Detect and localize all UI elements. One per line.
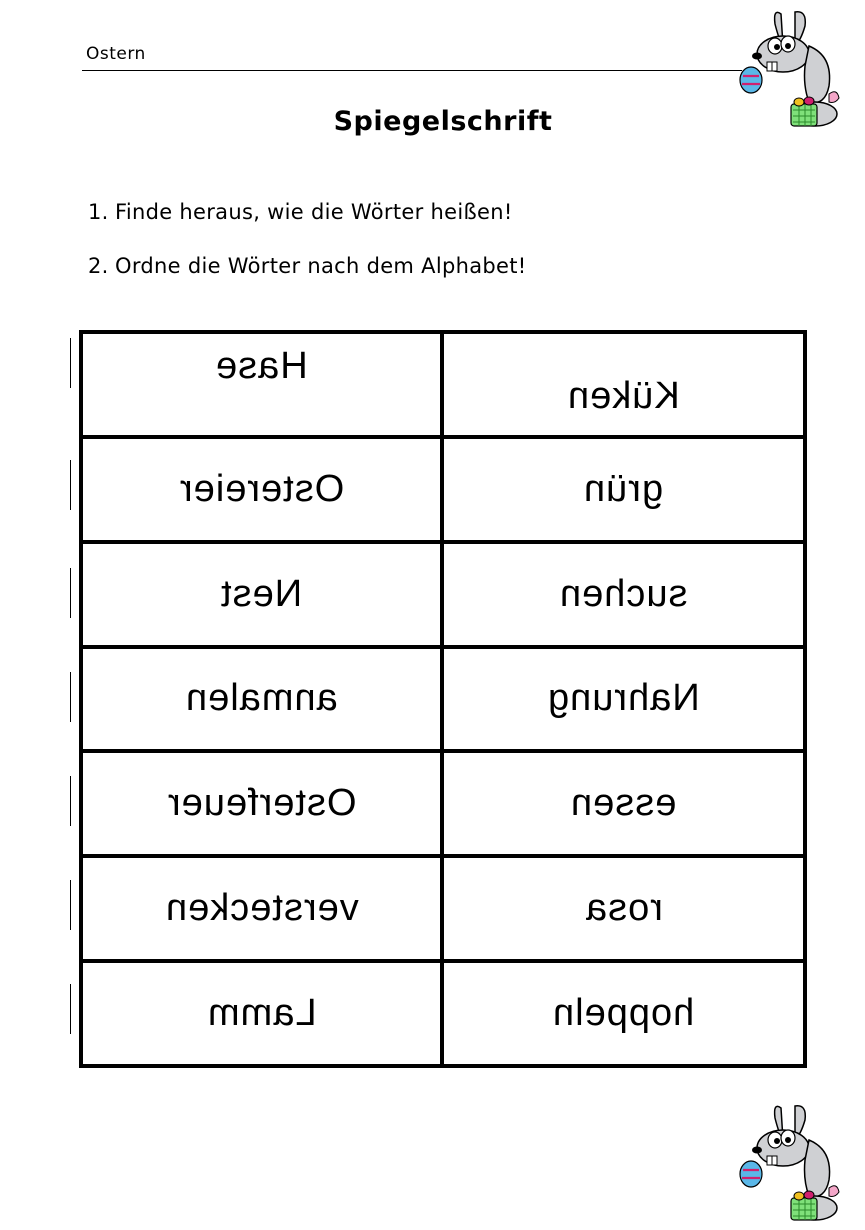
grid-row — [81, 647, 805, 752]
word-card — [442, 856, 805, 961]
grid-row — [81, 961, 805, 1066]
cut-mark — [70, 338, 71, 388]
task-number: 1. — [88, 200, 109, 224]
header-subject: Ostern — [86, 44, 146, 64]
word-card — [442, 751, 805, 856]
mirror-word-grid — [79, 330, 807, 1068]
worksheet-title: Spiegelschrift — [333, 106, 553, 137]
word-card — [81, 332, 442, 437]
task-instruction — [88, 200, 513, 224]
grid-row — [81, 751, 805, 856]
mirrored-word: hoppeln — [552, 992, 695, 1035]
mirrored-word: essen — [570, 782, 677, 825]
task-instruction — [88, 254, 526, 278]
word-card — [81, 542, 442, 647]
cut-mark — [70, 672, 71, 722]
word-card — [442, 542, 805, 647]
mirrored-word: Hase — [215, 344, 308, 387]
mirrored-word: suchen — [559, 572, 688, 615]
cut-mark — [70, 984, 71, 1034]
word-card — [442, 437, 805, 542]
grid-row — [81, 332, 805, 437]
cut-mark — [70, 880, 71, 930]
mirrored-word: Osterfeuer — [166, 782, 357, 825]
word-card — [442, 961, 805, 1066]
mirrored-word: Nest — [220, 572, 303, 615]
grid-row — [81, 542, 805, 647]
mirrored-word: anmalen — [185, 677, 338, 720]
header-divider — [82, 70, 742, 71]
word-card — [81, 856, 442, 961]
bunny-with-egg-basket-icon — [733, 1100, 849, 1226]
cut-mark — [70, 776, 71, 826]
task-number: 2. — [88, 254, 109, 278]
mirrored-word: verstecken — [164, 887, 359, 930]
word-card — [81, 751, 442, 856]
mirrored-word: Nahrung — [547, 677, 700, 720]
mirrored-word: grün — [583, 467, 664, 510]
task-text: Finde heraus, wie die Wörter heißen! — [115, 200, 513, 224]
word-card — [442, 647, 805, 752]
word-card — [81, 437, 442, 542]
cut-mark — [70, 460, 71, 510]
mirrored-word: rosa — [584, 887, 663, 930]
mirrored-word: Küken — [567, 374, 680, 417]
mirrored-word: Lamm — [206, 992, 317, 1035]
word-card — [81, 961, 442, 1066]
word-card — [81, 647, 442, 752]
cut-mark — [70, 568, 71, 618]
grid-row — [81, 856, 805, 961]
word-card — [442, 332, 805, 437]
grid-row — [81, 437, 805, 542]
mirrored-word: Ostereier — [178, 467, 345, 510]
task-text: Ordne die Wörter nach dem Alphabet! — [115, 254, 527, 278]
